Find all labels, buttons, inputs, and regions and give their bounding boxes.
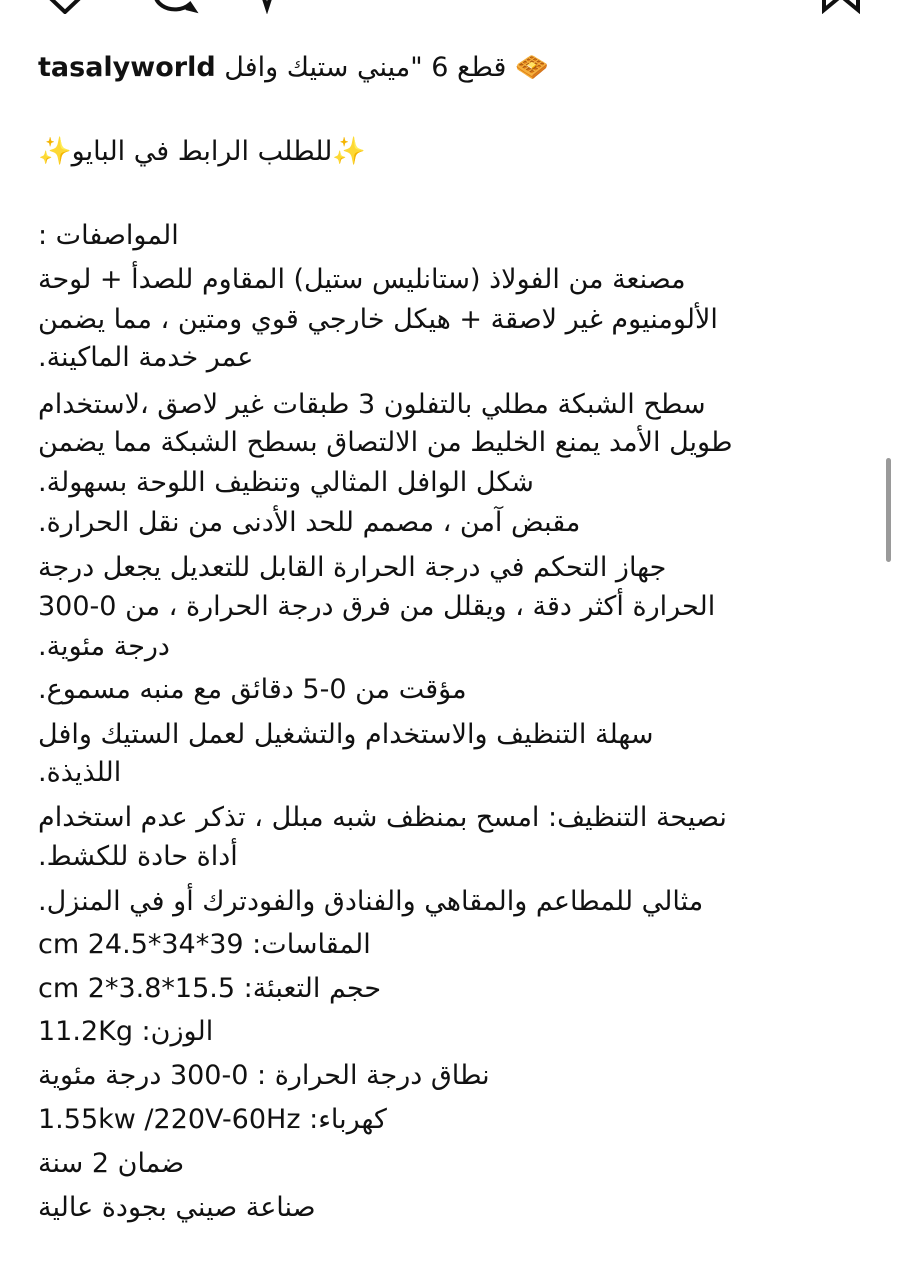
caption-line: الحرارة أكثر دقة ، ويقلل من فرق درجة الحرارة ، من 0-300 xyxy=(38,591,716,622)
heart-icon[interactable] xyxy=(40,0,90,14)
scrollbar[interactable] xyxy=(886,458,891,562)
caption-line: مقبض آمن ، مصمم للحد الأدنى من نقل الحرارة. xyxy=(38,507,581,538)
caption-line: حجم التعبئة: 15.5*3.8*2 cm xyxy=(38,973,382,1004)
caption-line: ضمان 2 سنة xyxy=(38,1148,185,1179)
caption-line: مؤقت من 0-5 دقائق مع منبه مسموع. xyxy=(38,674,467,705)
caption-title: قطع 6 "ميني ستيك وافل xyxy=(224,52,507,83)
caption-line: سهلة التنظيف والاستخدام والتشغيل لعمل الستيك وافل xyxy=(38,719,654,750)
caption-header xyxy=(38,50,878,86)
caption-line: شكل الوافل المثالي وتنظيف اللوحة بسهولة. xyxy=(38,467,534,498)
caption-line: الوزن: 11.2Kg xyxy=(38,1016,214,1047)
caption-line: نطاق درجة الحرارة : 0-300 درجة مئوية xyxy=(38,1060,490,1091)
caption-line: المواصفات : xyxy=(38,220,179,251)
caption-line: نصيحة التنظيف: امسح بمنظف شبه مبلل ، تذكر عدم استخدام xyxy=(38,802,727,833)
caption-line: أداة حادة للكشط. xyxy=(38,841,238,872)
caption-line: درجة مئوية. xyxy=(38,631,170,662)
bookmark-icon[interactable] xyxy=(818,0,864,14)
caption-line: مثالي للمطاعم والمقاهي والفنادق والفودترك أو في المنزل. xyxy=(38,886,704,917)
caption-line: سطح الشبكة مطلي بالتفلون 3 طبقات غير لاصق ،لاستخدام xyxy=(38,389,706,420)
caption-line: جهاز التحكم في درجة الحرارة القابل للتعديل يجعل درجة xyxy=(38,552,667,583)
caption-line: اللذيذة. xyxy=(38,757,122,788)
send-icon[interactable] xyxy=(252,0,282,14)
caption-line: صناعة صيني بجودة عالية xyxy=(38,1192,316,1223)
waffle-emoji-icon: 🧇 xyxy=(515,52,549,83)
caption-line: عمر خدمة الماكينة. xyxy=(38,342,254,373)
caption-line: الألومنيوم غير لاصقة + هيكل خارجي قوي ومتين ، مما يضمن xyxy=(38,304,718,335)
comment-icon[interactable] xyxy=(150,0,200,14)
caption-line: مصنعة من الفولاذ (ستانليس ستيل) المقاوم للصدأ + لوحة xyxy=(38,264,686,295)
caption-line: طويل الأمد يمنع الخليط من الالتصاق بسطح الشبكة مما يضمن xyxy=(38,427,733,458)
caption-line: ✨للطلب الرابط في البايو✨ xyxy=(38,136,366,167)
caption-line: كهرباء: 1.55kw /220V-60Hz xyxy=(38,1104,387,1135)
caption-line: المقاسات: 39*34*24.5 cm xyxy=(38,929,371,960)
username-link[interactable]: tasalyworld xyxy=(38,52,216,83)
